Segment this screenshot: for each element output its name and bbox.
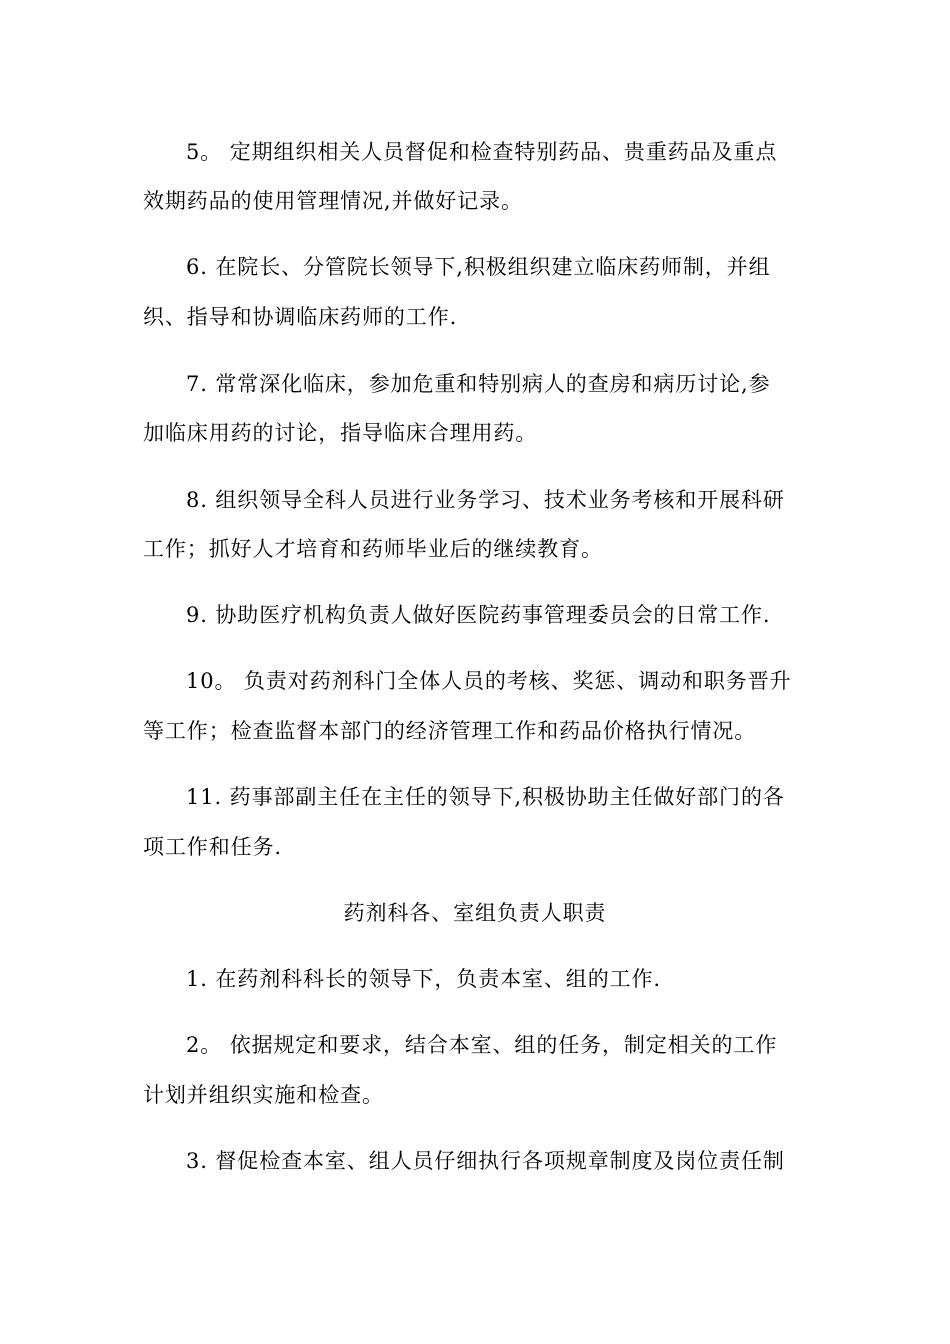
paragraph-10-line-1: 10。 负责对药剂科门全体人员的考核、奖惩、调动和职务晋升 — [186, 669, 792, 693]
paragraph-5-line-1: 5。 定期组织相关人员督促和检查特别药品、贵重药品及重点 — [186, 140, 778, 164]
paragraph-8-line-2: 工作；抓好人才培育和药师毕业后的继续教育。 — [143, 537, 603, 561]
paragraph-6-line-2: 织、指导和协调临床药师的工作. — [143, 305, 458, 329]
item-1-line-1: 1. 在药剂科科长的领导下，负责本室、组的工作. — [186, 967, 661, 991]
paragraph-5-line-2: 效期药品的使用管理情况,并做好记录。 — [143, 189, 523, 213]
item-3-line-1: 3. 督促检查本室、组人员仔细执行各项规章制度及岗位责任制 — [186, 1149, 785, 1173]
paragraph-7-line-1: 7. 常常深化临床，参加危重和特别病人的查房和病历讨论,参 — [186, 372, 771, 396]
paragraph-10-line-2: 等工作；检查监督本部门的经济管理工作和药品价格执行情况。 — [143, 719, 757, 743]
paragraph-9-line-1: 9. 协助医疗机构负责人做好医院药事管理委员会的日常工作. — [186, 603, 771, 627]
paragraph-7-line-2: 加临床用药的讨论，指导临床合理用药。 — [143, 421, 538, 445]
item-2-line-2: 计划并组织实施和检查。 — [143, 1083, 384, 1107]
section-heading: 药剂科各、室组负责人职责 — [343, 901, 607, 925]
paragraph-6-line-1: 6. 在院长、分管院长领导下,积极组织建立临床药师制，并组 — [186, 255, 771, 279]
paragraph-11-line-1: 11. 药事部副主任在主任的领导下,积极协助主任做好部门的各 — [186, 785, 785, 809]
item-2-line-1: 2。 依据规定和要求，结合本室、组的任务，制定相关的工作 — [186, 1033, 778, 1057]
paragraph-11-line-2: 项工作和任务. — [143, 835, 282, 859]
paragraph-8-line-1: 8. 组织领导全科人员进行业务学习、技术业务考核和开展科研 — [186, 488, 785, 512]
